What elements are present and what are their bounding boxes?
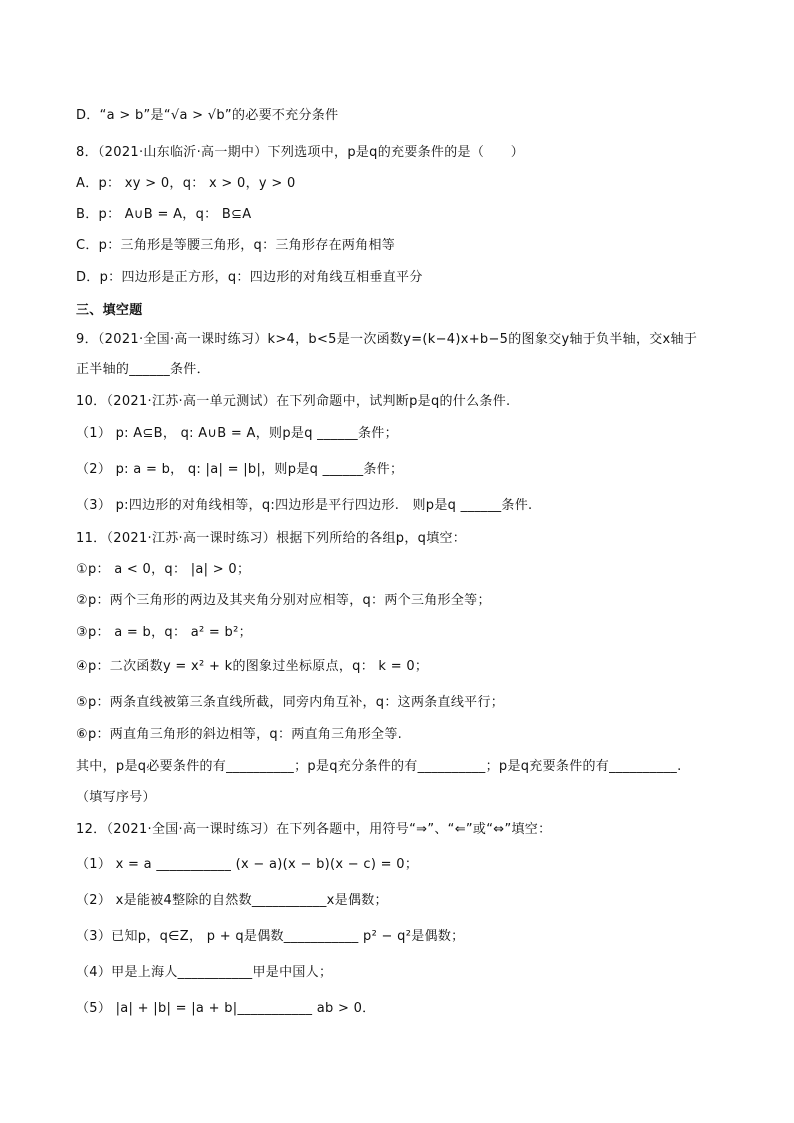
question-12-part-2: （2） x是能被4整除的自然数___________x是偶数； xyxy=(76,893,388,908)
question-12-part-5: （5） |a| + |b| = |a + b|___________ ab > 0． xyxy=(76,1001,376,1016)
question-11-stem: 11．（2021·江苏·高一课时练习）根据下列所给的各组p，q填空： xyxy=(76,531,467,546)
question-10-part-3: （3） p:四边形的对角线相等，q:四边形是平行四边形. 则p是q ______条件. xyxy=(76,498,533,513)
option-7d: D．“a > b”是“√a > √b”的必要不充分条件 xyxy=(76,108,339,123)
question-11-item-6: ⑥p：两直角三角形的斜边相等，q：两直角三角形全等. xyxy=(76,727,403,742)
question-11-item-2: ②p：两个三角形的两边及其夹角分别对应相等，q：两个三角形全等； xyxy=(76,593,491,608)
question-12-stem: 12．（2021·全国·高一课时练习）在下列各题中，用符号“⇒”、“⇐”或“⇔”填空： xyxy=(76,822,552,837)
question-12-part-4: （4）甲是上海人___________甲是中国人； xyxy=(76,965,333,980)
option-8a: A．p： xy > 0，q： x > 0，y > 0 xyxy=(76,176,296,191)
question-11-item-5: ⑤p：两条直线被第三条直线所截，同旁内角互补，q：这两条直线平行； xyxy=(76,695,505,710)
question-11-item-4: ④p：二次函数y = x² + k的图象过坐标原点，q： k = 0； xyxy=(76,659,429,674)
option-8d: D．p：四边形是正方形，q：四边形的对角线互相垂直平分 xyxy=(76,270,423,285)
question-12-part-3: （3）已知p，q∈Z， p + q是偶数___________ p² − q²是偶数； xyxy=(76,929,465,944)
question-11-answer-line: 其中，p是q必要条件的有__________；p是q充分条件的有__________；p是q充要条件的有__________. xyxy=(76,759,682,774)
question-11-item-3: ③p： a = b，q： a² = b²； xyxy=(76,625,252,640)
question-10-stem: 10．（2021·江苏·高一单元测试）在下列命题中，试判断p是q的什么条件. xyxy=(76,394,511,409)
question-11-item-1: ①p： a < 0，q： |a| > 0； xyxy=(76,562,251,577)
question-9-continued: 正半轴的______条件． xyxy=(76,362,210,377)
section-heading-fill-in: 三、填空题 xyxy=(76,303,143,318)
question-9-stem: 9．（2021·全国·高一课时练习）k>4，b<5是一次函数y=(k−4)x+b−5的图象交y轴于负半轴，交x轴于 xyxy=(76,332,698,347)
option-8b: B．p： A∪B = A，q： B⊆A xyxy=(76,207,252,222)
question-12-part-1: （1） x = a ___________ (x − a)(x − b)(x − c) = 0； xyxy=(76,857,419,872)
question-10-part-1: （1） p: A⊆B， q: A∪B = A，则p是q ______条件； xyxy=(76,426,398,441)
question-11-note: （填写序号） xyxy=(76,790,156,805)
question-8-stem: 8．（2021·山东临沂·高一期中）下列选项中，p是q的充要条件的是（ ） xyxy=(76,145,525,160)
question-10-part-2: （2） p: a = b， q: |a| = |b|，则p是q ______条件； xyxy=(76,462,404,477)
option-8c: C．p：三角形是等腰三角形，q：三角形存在两角相等 xyxy=(76,238,396,253)
